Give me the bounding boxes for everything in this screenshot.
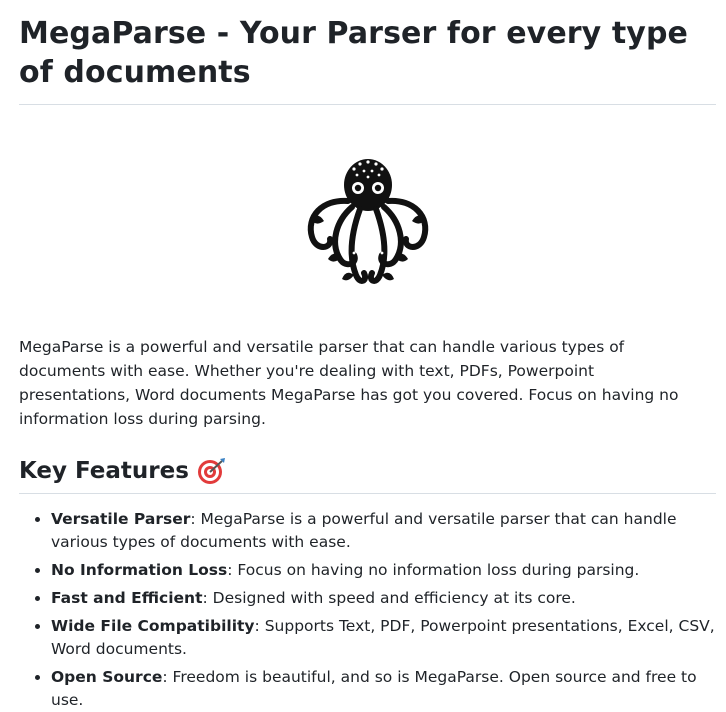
list-item bbox=[51, 666, 719, 712]
features-list bbox=[19, 508, 719, 712]
page-title: MegaParse - Your Parser for every type of documents bbox=[19, 16, 688, 90]
feature-text: : Designed with speed and efficiency at its core. bbox=[202, 589, 576, 607]
key-features-divider bbox=[19, 493, 716, 494]
list-item bbox=[51, 508, 719, 554]
list-item bbox=[51, 587, 719, 610]
feature-label: Open Source bbox=[51, 668, 163, 686]
intro-paragraph: MegaParse is a powerful and versatile parser that can handle various types of documents with ease. Whether you're dealing with text, PDFs, Powerpoint presentations, Word documents MegaParse has got you covered. Focus on having no information loss during parsing. bbox=[19, 338, 679, 428]
feature-label: Fast and Efficient bbox=[51, 589, 203, 607]
list-item bbox=[51, 559, 719, 582]
logo-container bbox=[19, 155, 716, 291]
list-item bbox=[51, 615, 719, 661]
octopus-logo-icon bbox=[302, 155, 434, 291]
key-features-title: Key Features bbox=[19, 458, 189, 484]
key-features-heading bbox=[19, 455, 716, 487]
feature-label: Wide File Compatibility bbox=[51, 617, 255, 635]
feature-label: No Information Loss bbox=[51, 561, 228, 579]
feature-text: : Freedom is beautiful, and so is MegaParse. Open source and free to use. bbox=[51, 668, 697, 709]
feature-text: : Focus on having no information loss during parsing. bbox=[227, 561, 640, 579]
target-dart-icon bbox=[197, 457, 227, 485]
feature-text: : MegaParse is a powerful and versatile parser that can handle various types of documents with ease. bbox=[51, 510, 677, 551]
title-divider bbox=[19, 104, 716, 105]
feature-text: : Supports Text, PDF, Powerpoint presentations, Excel, CSV, Word documents. bbox=[51, 617, 715, 658]
feature-label: Versatile Parser bbox=[51, 510, 191, 528]
